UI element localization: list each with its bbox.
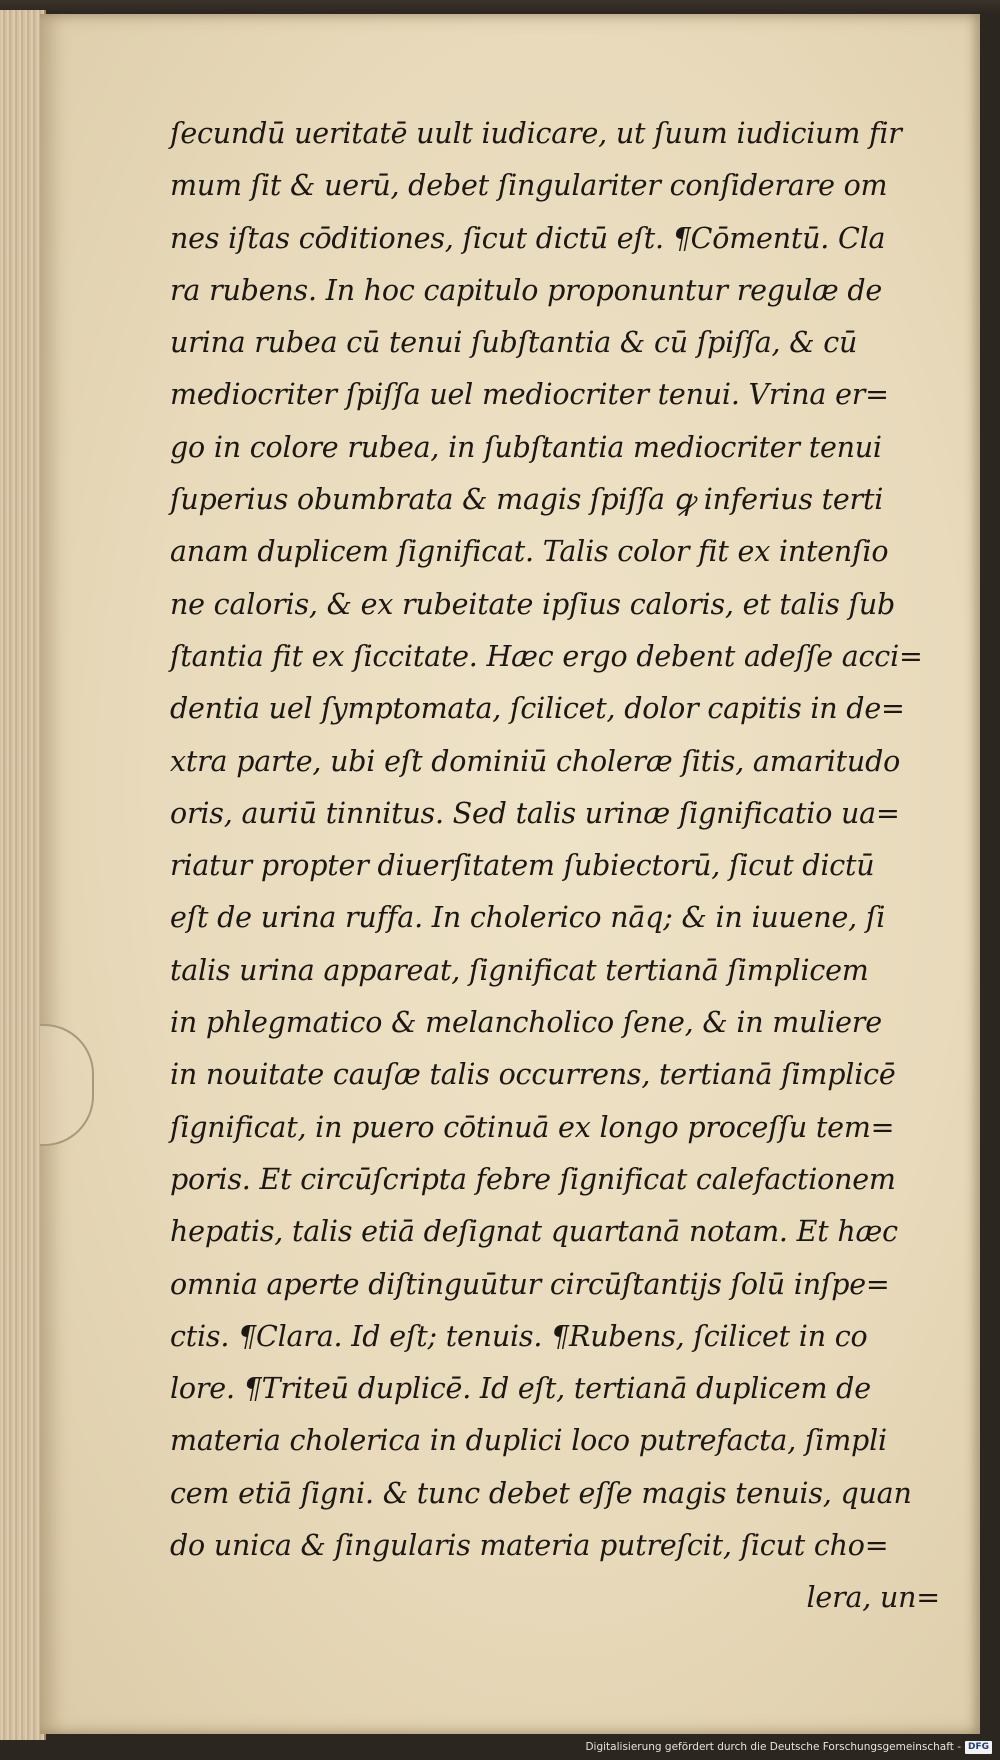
text-line: poris. Et circūſcripta febre ſignificat calefactionem bbox=[170, 1162, 896, 1196]
text-line: in phlegmatico & melancholico ſene, & in muliere bbox=[170, 1006, 882, 1040]
text-line: mum ſit & uerū, debet ſingulariter conſiderare om bbox=[170, 169, 888, 203]
text-line: ne caloris, & ex rubeitate ipſius caloris, et talis ſub bbox=[170, 587, 896, 621]
text-line: riatur propter diuerſitatem ſubiectorū, ſicut dictū bbox=[170, 849, 875, 883]
text-line: ſignificat, in puero cōtinuā ex longo proceſſu tem= bbox=[170, 1110, 895, 1144]
text-line: urina rubea cū tenui ſubſtantia & cū ſpiſſa, & cū bbox=[170, 326, 858, 360]
text-line: talis urina appareat, ſignificat tertianā ſimplicem bbox=[170, 953, 869, 987]
text-line: lore. ¶Triteū duplicē. Id eſt, tertianā duplicem de bbox=[170, 1372, 871, 1406]
text-line: dentia uel ſymptomata, ſcilicet, dolor capitis in de= bbox=[170, 692, 905, 726]
text-line: eſt de urina ruffa. In cholerico nāq; & in iuuene, ſi bbox=[170, 901, 886, 935]
text-line: mediocriter ſpiſſa uel mediocriter tenui. Vrina er= bbox=[170, 378, 889, 412]
text-line: lera, un= bbox=[806, 1581, 940, 1615]
text-line: in nouitate cauſæ talis occurrens, tertianā ſimplicē bbox=[170, 1058, 896, 1092]
text-line: cem etiā ſigni. & tunc debet eſſe magis tenuis, quan bbox=[170, 1476, 912, 1510]
text-line: ctis. ¶Clara. Id eſt; tenuis. ¶Rubens, ſcilicet in co bbox=[170, 1319, 868, 1353]
text-line: nes iſtas cōditiones, ſicut dictū eſt. ¶Cōmentū. Cla bbox=[170, 221, 886, 255]
text-line: oris, auriū tinnitus. Sed talis urinæ ſignificatio ua= bbox=[170, 796, 900, 830]
text-block bbox=[170, 108, 960, 1625]
text-line: do unica & ſingularis materia putreſcit, ſicut cho= bbox=[170, 1529, 889, 1563]
dfg-logo: DFG bbox=[965, 1741, 992, 1754]
text-line: xtra parte, ubi eſt dominiū choleræ ſitis, amaritudo bbox=[170, 744, 901, 778]
text-line: materia cholerica in duplici loco putrefacta, ſimpli bbox=[170, 1424, 887, 1458]
text-line: ſtantia fit ex ſiccitate. Hæc ergo debent adeſſe acci= bbox=[170, 639, 923, 673]
footer bbox=[585, 1738, 992, 1756]
text-line: anam duplicem ſignificat. Talis color fit ex intenſio bbox=[170, 535, 889, 569]
page-clip-mark bbox=[40, 1024, 94, 1146]
text-line: go in colore rubea, in ſubſtantia mediocriter tenui bbox=[170, 430, 882, 464]
text-line: ſuperius obumbrata & magis ſpiſſa ꝙ inferius terti bbox=[170, 483, 884, 517]
footer-credit: Digitalisierung gefördert durch die Deutsche Forschungsgemeinschaft - bbox=[585, 1741, 961, 1753]
text-line: ra rubens. In hoc capitulo proponuntur regulæ de bbox=[170, 273, 883, 307]
text-line: ſecundū ueritatē uult iudicare, ut ſuum iudicium fir bbox=[170, 117, 902, 150]
text-line: omnia aperte diſtinguūtur circūſtantijs ſolū inſpe= bbox=[170, 1267, 890, 1301]
text-line: hepatis, talis etiā deſignat quartanā notam. Et hæc bbox=[170, 1215, 898, 1249]
